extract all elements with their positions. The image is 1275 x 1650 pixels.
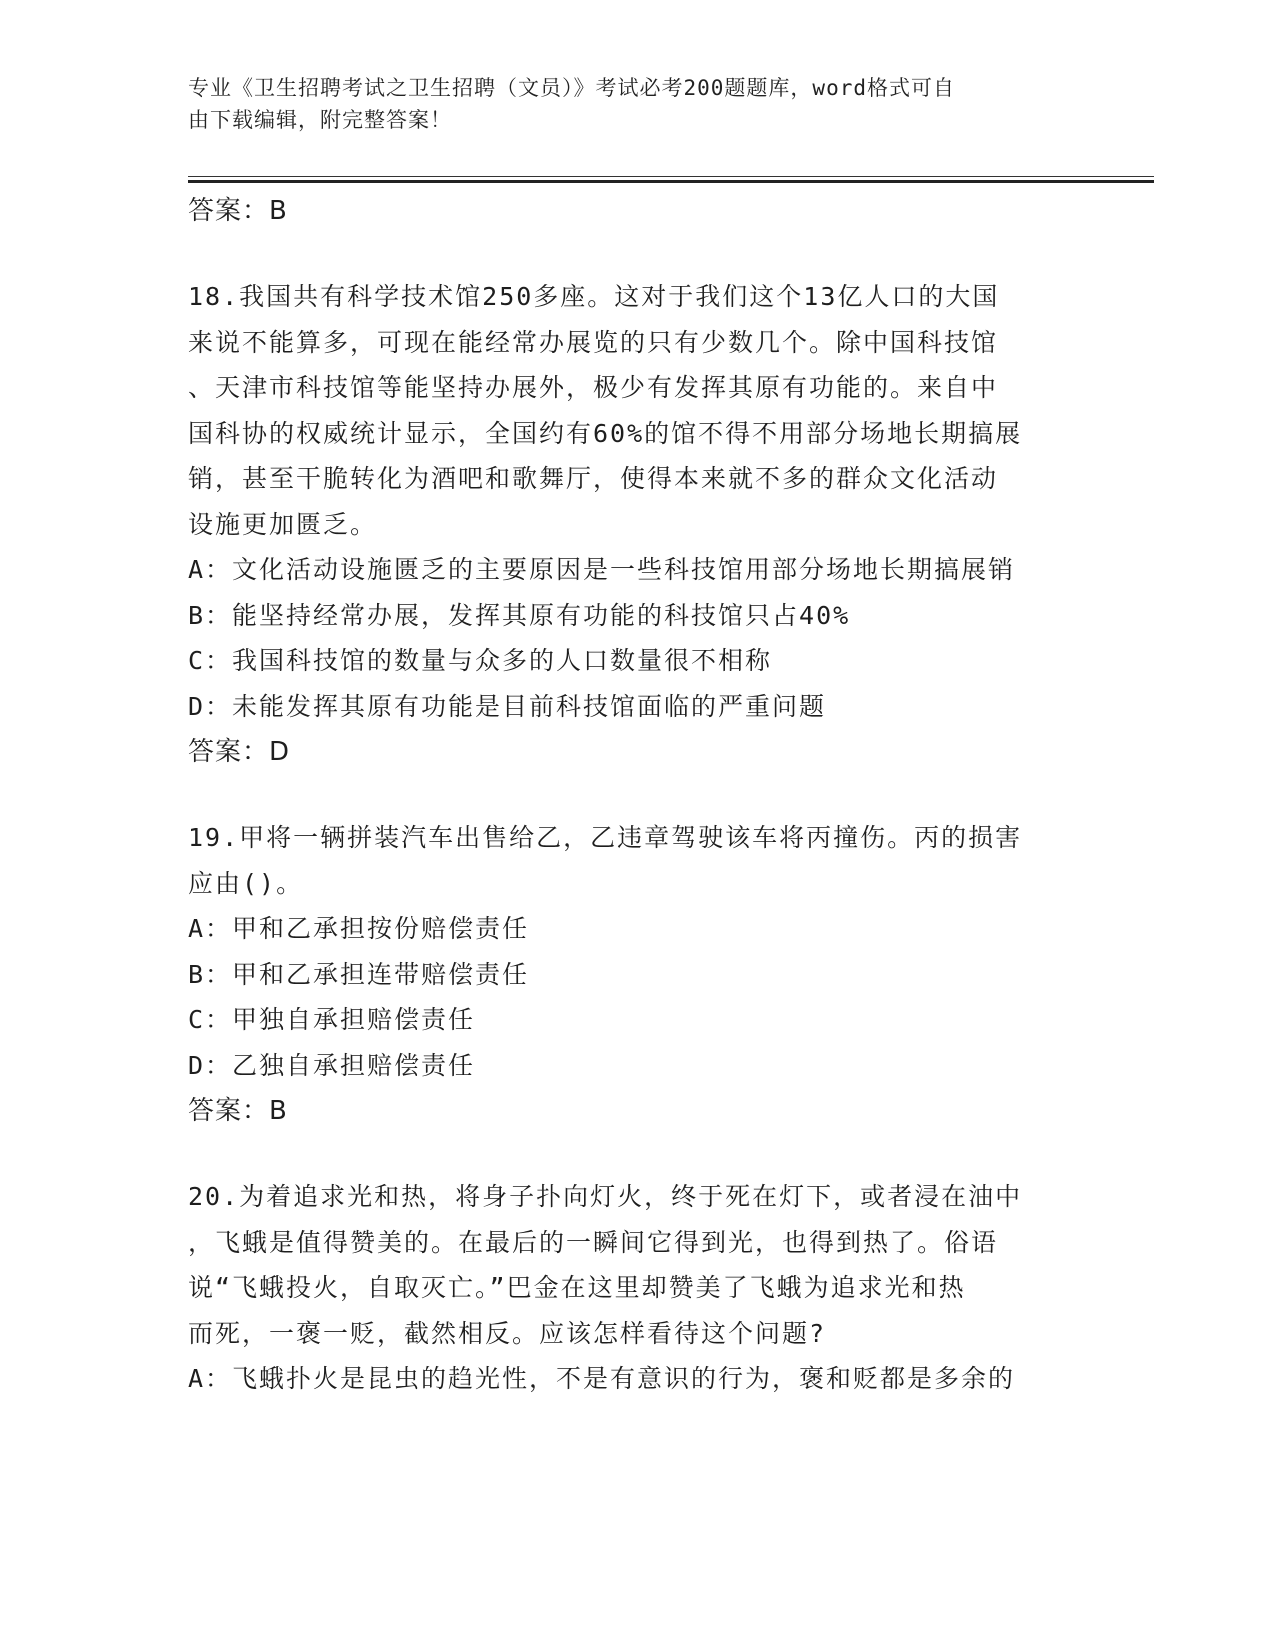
stem-line: 设施更加匮乏。 xyxy=(188,509,378,539)
answer-key: 答案：D xyxy=(188,737,291,767)
question-stem xyxy=(188,1174,1088,1356)
stem-line: 18.我国共有科学技术馆250多座。这对于我们这个13亿人口的大国 xyxy=(188,282,1000,311)
option-d: D：乙独自承担赔偿责任 xyxy=(188,1050,476,1080)
option-c: C：甲独自承担赔偿责任 xyxy=(188,1005,476,1034)
stem-line: 说“飞蛾投火，自取灭亡。”巴金在这里却赞美了飞蛾为追求光和热 xyxy=(188,1273,966,1302)
option-a: A：飞蛾扑火是昆虫的趋光性，不是有意识的行为，褒和贬都是多余的 xyxy=(188,1364,1016,1393)
stem-line: 而死，一褒一贬，截然相反。应该怎样看待这个问题? xyxy=(188,1318,827,1348)
question-18 xyxy=(188,274,1088,775)
option-c: C：我国科技馆的数量与众多的人口数量很不相称 xyxy=(188,646,773,675)
header-divider-thick xyxy=(188,180,1154,183)
question-stem xyxy=(188,815,1088,906)
question-list xyxy=(188,188,1088,1402)
header-divider-thin xyxy=(188,176,1154,177)
stem-line: 来说不能算多，可现在能经常办展览的只有少数几个。除中国科技馆 xyxy=(188,327,999,357)
header-line-1: 专业《卫生招聘考试之卫生招聘（文员）》考试必考200题题库，word格式可自 xyxy=(188,76,955,100)
option-d: D：未能发挥其原有功能是目前科技馆面临的严重问题 xyxy=(188,691,827,721)
page-header xyxy=(188,72,1068,136)
question-stem xyxy=(188,274,1088,547)
stem-line: 销，甚至干脆转化为酒吧和歌舞厅，使得本来就不多的群众文化活动 xyxy=(188,464,999,493)
stem-line: 19.甲将一辆拼装汽车出售给乙，乙违章驾驶该车将丙撞伤。丙的损害 xyxy=(188,823,1023,852)
option-b: B：甲和乙承担连带赔偿责任 xyxy=(188,959,530,989)
answer-key: 答案：B xyxy=(188,1096,288,1126)
option-a: A：文化活动设施匮乏的主要原因是一些科技馆用部分场地长期搞展销 xyxy=(188,555,1016,584)
question-19 xyxy=(188,815,1088,1134)
stem-line: 应由()。 xyxy=(188,868,304,898)
option-b: B：能坚持经常办展，发挥其原有功能的科技馆只占40% xyxy=(188,600,851,630)
stem-line: 、天津市科技馆等能坚持办展外，极少有发挥其原有功能的。来自中 xyxy=(188,373,999,402)
option-a: A：甲和乙承担按份赔偿责任 xyxy=(188,914,530,943)
previous-answer: 答案：B xyxy=(188,196,288,226)
stem-line: 国科协的权威统计显示，全国约有60%的馆不得不用部分场地长期搞展 xyxy=(188,418,1023,448)
header-line-2: 由下载编辑，附完整答案！ xyxy=(188,108,452,132)
stem-line: ，飞蛾是值得赞美的。在最后的一瞬间它得到光，也得到热了。俗语 xyxy=(188,1227,999,1257)
question-20 xyxy=(188,1174,1088,1402)
stem-line: 20.为着追求光和热，将身子扑向灯火，终于死在灯下，或者浸在油中 xyxy=(188,1182,1023,1211)
